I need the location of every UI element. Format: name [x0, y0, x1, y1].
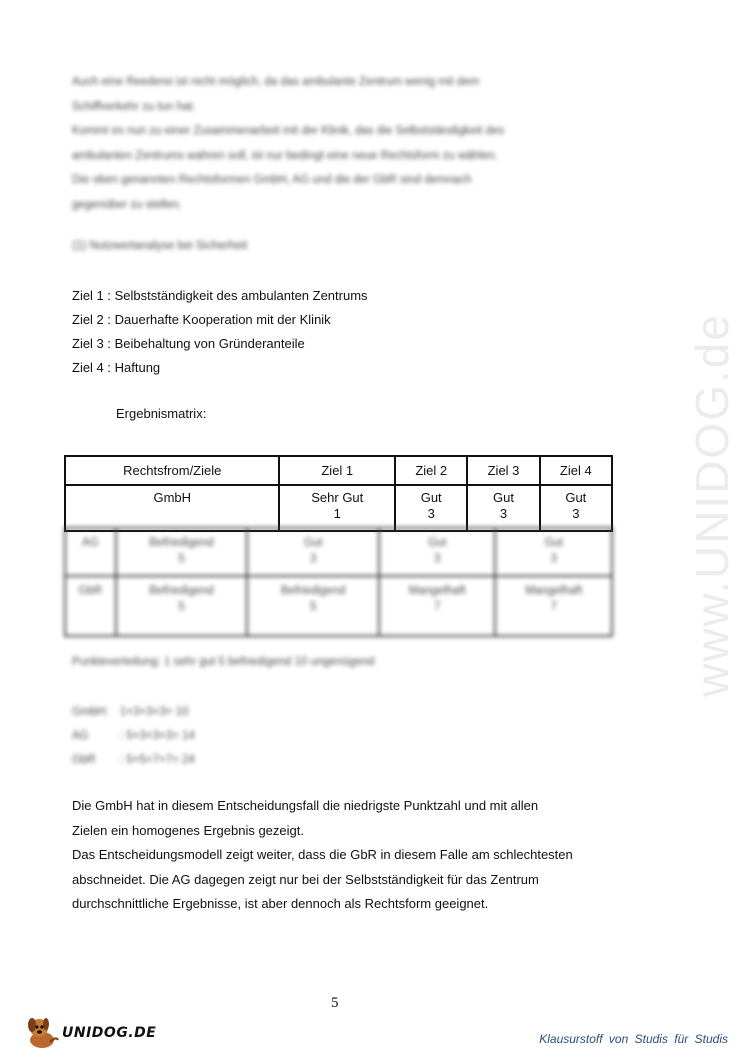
table-cell — [379, 576, 495, 636]
table-cell — [116, 528, 248, 576]
table-cell — [116, 576, 248, 636]
intro-line: Schiffverkehr zu tun hat. — [72, 100, 196, 113]
intro-line: Auch eine Reederei ist nicht möglich, da das ambulante Zentrum wenig mit dem — [72, 76, 480, 88]
score-summary — [72, 700, 195, 772]
goals-list — [72, 284, 368, 380]
goal-item: Ziel 3 : Beibehaltung von Gründeranteile — [72, 336, 305, 351]
cell-rating: Mangelhaft — [525, 585, 583, 597]
table-cell — [540, 485, 612, 531]
score-row — [72, 748, 195, 772]
score-formula: 1+3+3+3= 10 — [120, 706, 189, 718]
cell-score: 3 — [427, 506, 435, 521]
goal-item: Ziel 1 : Selbstständigkeit des ambulanten Zentrums — [72, 288, 368, 303]
score-row — [72, 700, 195, 724]
row-label-cell: GbR — [65, 576, 116, 636]
conclusion-line: Das Entscheidungsmodell zeigt weiter, dass die GbR in diesem Falle am schlechtesten — [72, 847, 573, 863]
conclusion-line: Die GmbH hat in diesem Entscheidungsfall die niedrigste Punktzahl und mit allen — [72, 798, 539, 813]
score-row — [72, 724, 195, 748]
table-row — [65, 485, 612, 531]
table-cell — [247, 528, 379, 576]
cell-score: 7 — [434, 601, 441, 613]
cell-rating: Sehr Gut — [311, 490, 364, 505]
table-header-cell: Ziel 2 — [395, 456, 467, 485]
cell-rating: Gut — [420, 490, 442, 505]
score-formula: : 5+5+7+7= 24 — [120, 754, 195, 766]
conclusion-paragraph — [72, 794, 632, 917]
score-formula: : 5+3+3+3= 14 — [120, 730, 195, 742]
table-header-row — [65, 456, 612, 485]
cell-score: 7 — [550, 601, 557, 613]
cell-rating: Gut — [544, 537, 563, 549]
cell-rating: Gut — [565, 490, 587, 505]
score-label: GbR — [72, 754, 96, 766]
goal-item: Ziel 4 : Haftung — [72, 360, 161, 375]
intro-paragraph — [72, 70, 632, 217]
footer-tagline: Klausurstoff von Studis für Studis — [539, 1032, 728, 1046]
logo-text: UNIDOG.DE — [62, 1025, 157, 1041]
table-cell — [495, 528, 612, 576]
cell-score: 3 — [550, 553, 557, 565]
result-matrix-blurred — [64, 527, 613, 637]
table-header-cell: Rechtsfrom/Ziele — [65, 456, 279, 485]
conclusion-line: durchschnittliche Ergebnisse, ist aber dennoch als Rechtsform geeignet. — [72, 896, 489, 912]
cell-score: 5 — [309, 601, 317, 613]
cell-score: 3 — [572, 506, 580, 521]
cell-score: 3 — [309, 553, 317, 565]
section-heading: (1) Nutzwertanalyse bei Sicherheit — [72, 240, 248, 252]
cell-rating: Befriedigend — [149, 537, 214, 549]
table-header-cell: Ziel 1 — [279, 456, 395, 485]
table-cell — [495, 576, 612, 636]
cell-rating: Gut — [493, 490, 514, 505]
watermark-text: www.UNIDOG.de — [686, 313, 738, 697]
page-number: 5 — [331, 995, 339, 1011]
cell-rating: Gut — [303, 537, 323, 549]
table-header-cell: Ziel 4 — [540, 456, 612, 485]
intro-line: Die oben genannten Rechtsformen GmbH, AG und die der GbR sind demnach — [72, 174, 472, 186]
table-row — [65, 528, 612, 576]
unidog-logo — [20, 1012, 160, 1052]
score-label: AG — [72, 730, 89, 742]
intro-line: gegenüber zu stellen. — [72, 198, 182, 211]
row-label-cell: AG — [65, 528, 116, 576]
row-label-cell: GmbH — [65, 485, 279, 531]
cell-score: 5 — [178, 553, 185, 565]
intro-line: ambulanten Zentrums wahren soll, ist nur bedingt eine neue Rechtsform zu wählen. — [72, 149, 498, 162]
table-cell — [379, 528, 495, 576]
cell-score: 3 — [499, 506, 508, 521]
table-cell — [467, 485, 539, 531]
conclusion-line: abschneidet. Die AG dagegen zeigt nur bei der Selbstständigkeit für das Zentrum — [72, 871, 539, 887]
table-header-cell: Ziel 3 — [467, 456, 539, 485]
goal-item: Ziel 2 : Dauerhafte Kooperation mit der Klinik — [72, 312, 331, 327]
table-cell — [279, 485, 395, 531]
score-label: GmbH: — [72, 706, 109, 718]
cell-score: 3 — [434, 553, 441, 565]
dog-mascot-icon — [24, 1014, 60, 1050]
cell-rating: Mangelhaft — [408, 585, 466, 597]
matrix-title: Ergebnismatrix: — [116, 406, 207, 421]
cell-rating: Gut — [427, 537, 447, 549]
table-cell — [395, 485, 467, 531]
table-row — [65, 576, 612, 636]
cell-rating: Befriedigend — [149, 585, 214, 597]
cell-score: 1 — [333, 506, 341, 521]
cell-rating: Befriedigend — [280, 585, 346, 597]
result-matrix — [64, 455, 613, 532]
points-distribution: Punkteverteilung: 1 sehr gut 5 befriedigend 10 ungenügend — [72, 656, 375, 668]
cell-score: 5 — [178, 601, 185, 613]
conclusion-line: Zielen ein homogenes Ergebnis gezeigt. — [72, 822, 304, 838]
table-cell — [247, 576, 379, 636]
intro-line: Kommt es nun zu einer Zusammenarbeit mit der Klinik, das die Selbstständigkeit des — [72, 125, 505, 137]
